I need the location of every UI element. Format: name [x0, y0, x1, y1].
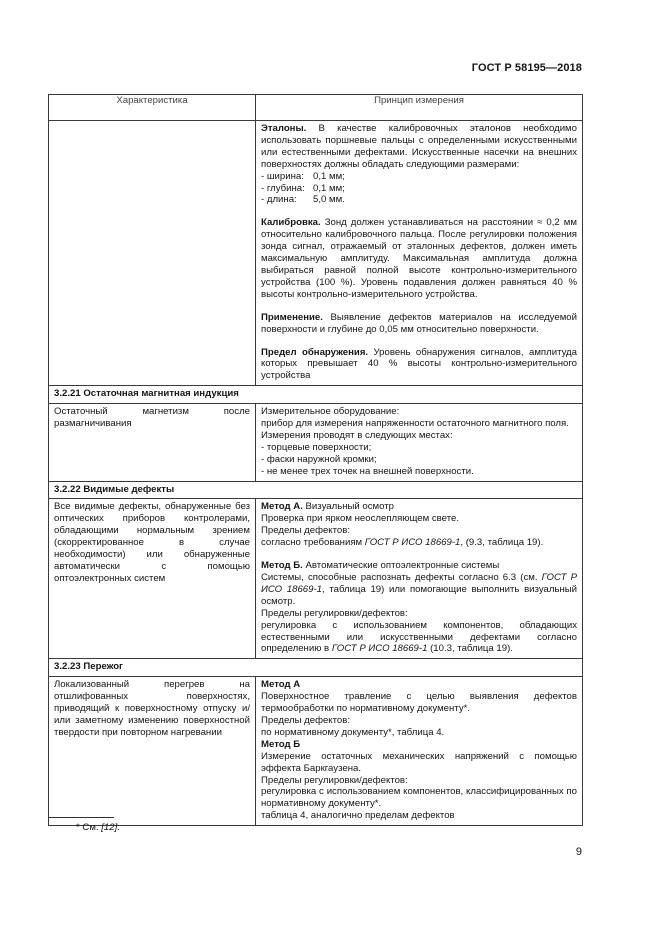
- application-paragraph: Применение. Выявление дефектов материалов на исследуемой поверхности и глубине до 0,05 мм относительно поверхности.: [261, 311, 577, 335]
- characteristic-cell: Локализованный перегрев на отшлифованных поверхностях, приводящий к поверхностному отпуску и/или заметному изменению поверхностной твердости при повторном нагревании: [49, 677, 256, 826]
- table-row: [49, 121, 583, 386]
- dimension-row: - ширина: 0,1 мм;: [261, 170, 345, 182]
- section-title: 3.2.22 Видимые дефекты: [49, 481, 583, 499]
- section-row: [49, 386, 583, 404]
- standards-paragraph: Эталоны. В качестве калибровочных эталонов необходимо использовать поршневые пальцы с определенными искусственными или естественными дефектами. Искусственные насечки на внешних поверхностях должны обладать следующими размерами:: [261, 123, 577, 170]
- calibration-paragraph: Калибровка. Зонд должен устанавливаться на расстоянии ≈ 0,2 мм относительно калибровочного пальца. После регулировки положения зонда сигнал, отражаемый от эталонных дефектов, должен иметь максимальную амплитуду. Максимальная амплитуда должна выбираться равной полной высоте контрольно-измерительного устройства (100 %). Уровень подавления должен равняться 40 % высоты контрольно-измерительного устройства.: [261, 217, 577, 300]
- dimension-row: - глубина: 0,1 мм;: [261, 182, 345, 194]
- document-code: ГОСТ Р 58195—2018: [471, 62, 582, 74]
- section-row: [49, 659, 583, 677]
- table-row: [49, 677, 583, 826]
- measurement-cell: [256, 121, 583, 386]
- method-b: Метод Б. Автоматические оптоэлектронные системы: [261, 560, 500, 572]
- measurement-cell: Метод А. Визуальный осмотр Проверка при ярком неослепляющем свете. Пределы дефектов: согласно требованиям ГОСТ Р ИСО 18669-1, (9.3, таблица 19). Метод Б. Автоматические оптоэлектронные системы Системы, способные распознать дефекты согласно 6.3 (см. ГОСТ Р ИСО 18669-1, таблица 19) или помогающие выполнить визуальный осмотр. Пределы регулировки/дефектов: регулировка с использованием компонентов, обладающих естественными или искусственными дефектами согласно определению в ГОСТ Р ИСО 18669-1 (10.3, таблица 19).: [256, 499, 583, 659]
- dimension-row: - длина: 5,0 мм.: [261, 194, 345, 206]
- characteristic-cell: Все видимые дефекты, обнаруженные без оптических приборов контролерами, обладающими нормальным зрением (скорректированное в случае необходимости) или обнаруженные автоматически с помощью оптоэлектронных систем: [49, 499, 256, 659]
- empty-cell: [49, 121, 256, 386]
- detection-limit-paragraph: Предел обнаружения. Уровень обнаружения сигналов, амплитуда которых превышает 40 % высоты контрольно-измерительного устройства: [261, 346, 577, 382]
- characteristic-cell: Остаточный магнетизм после размагничивания: [49, 404, 256, 481]
- section-title: 3.2.21 Остаточная магнитная индукция: [49, 386, 583, 404]
- method-a: Метод А. Визуальный осмотр: [261, 501, 394, 513]
- specification-table: [48, 94, 583, 826]
- footnote: * См. [12].: [76, 822, 120, 833]
- table-header-row: [49, 95, 583, 121]
- page-number: 9: [575, 846, 582, 858]
- measurement-cell: Измерительное оборудование: прибор для измерения напряженности остаточного магнитного поля. Измерения проводят в следующих местах: - торцевые поверхности; - фаски наружной кромки; - не менее трех точек на внешней поверхности.: [256, 404, 583, 481]
- footnote-separator: [48, 817, 114, 818]
- table-row: [49, 499, 583, 659]
- section-title: 3.2.23 Пережог: [49, 659, 583, 677]
- table-row: [49, 404, 583, 481]
- column-header-characteristic: Характеристика: [49, 95, 256, 121]
- column-header-measurement-principle: Принцип измерения: [256, 95, 583, 121]
- section-row: [49, 481, 583, 499]
- measurement-cell: Метод А Поверхностное травление с целью выявления дефектов термообработки по нормативному документу*. Пределы дефектов: по нормативному документу*, таблица 4. Метод Б Измерение остаточных механических напряжений с помощью эффекта Баркгаузена. Пределы регулировки/дефектов: регулировка с использованием компонентов, классифицированных по нормативному документу*. таблица 4, аналогично пределам дефектов: [256, 677, 583, 826]
